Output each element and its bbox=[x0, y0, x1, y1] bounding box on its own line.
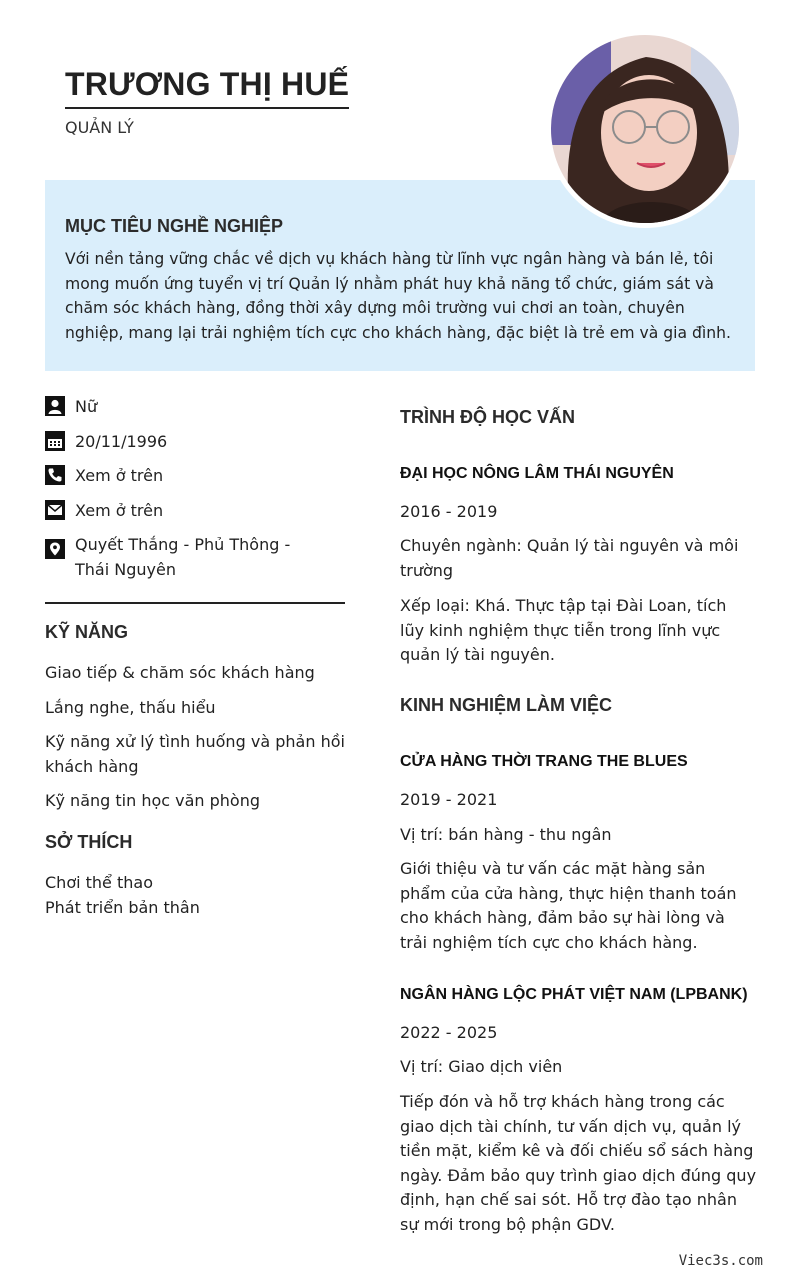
location-pin-icon bbox=[45, 539, 65, 559]
job-description: Giới thiệu và tư vấn các mặt hàng sản phẩm của cửa hàng, thực hiện thanh toán cho khách hàng, đảm bảo sự hài lòng và trải nghiệm tích cực cho khách hàng. bbox=[400, 859, 737, 952]
job-company: CỬA HÀNG THỜI TRANG THE BLUES bbox=[400, 753, 688, 770]
resume-header bbox=[65, 66, 349, 137]
job-period: 2019 - 2021 bbox=[400, 790, 498, 809]
mail-icon bbox=[45, 500, 65, 520]
email-text: Xem ở trên bbox=[75, 500, 164, 520]
watermark: Viec3s.com bbox=[678, 1253, 763, 1269]
skills-title: KỸ NĂNG bbox=[45, 622, 129, 642]
education-period: 2016 - 2019 bbox=[400, 502, 498, 521]
birthday-text: 20/11/1996 bbox=[75, 431, 168, 451]
objective-title: MỤC TIÊU NGHỀ NGHIỆP bbox=[65, 216, 284, 236]
gender-text: Nữ bbox=[75, 397, 98, 416]
skills-section bbox=[45, 622, 345, 824]
calendar-icon bbox=[45, 431, 65, 451]
candidate-name: TRƯƠNG THỊ HUẾ bbox=[65, 66, 349, 109]
education-major: Chuyên ngành: Quản lý tài nguyên và môi trường bbox=[400, 536, 739, 580]
candidate-role: QUẢN LÝ bbox=[65, 118, 134, 137]
personal-info bbox=[45, 395, 345, 592]
job-position: Vị trí: bán hàng - thu ngân bbox=[400, 825, 612, 844]
info-birthday bbox=[45, 430, 345, 455]
experience-title: KINH NGHIỆM LÀM VIỆC bbox=[400, 695, 613, 715]
user-icon bbox=[45, 396, 65, 416]
skill-item: Kỹ năng xử lý tình huống và phản hồi khách hàng bbox=[45, 732, 345, 776]
profile-photo bbox=[551, 35, 739, 223]
job-period: 2022 - 2025 bbox=[400, 1023, 498, 1042]
hobby-item: Phát triển bản thân bbox=[45, 897, 200, 917]
address-line-2: Thái Nguyên bbox=[75, 559, 176, 579]
education-title: TRÌNH ĐỘ HỌC VẤN bbox=[400, 407, 575, 427]
hobby-item: Chơi thể thao bbox=[45, 873, 153, 892]
info-phone bbox=[45, 464, 345, 489]
education-school: ĐẠI HỌC NÔNG LÂM THÁI NGUYÊN bbox=[400, 465, 674, 482]
address-text bbox=[75, 533, 290, 582]
education-detail: Xếp loại: Khá. Thực tập tại Đài Loan, tích lũy kinh nghiệm thực tiễn trong lĩnh vực quản lý tài nguyên. bbox=[400, 596, 727, 664]
skill-item: Kỹ năng tin học văn phòng bbox=[45, 791, 261, 810]
job-position: Vị trí: Giao dịch viên bbox=[400, 1057, 563, 1076]
job-description: Tiếp đón và hỗ trợ khách hàng trong các giao dịch tài chính, tư vấn dịch vụ, quản lý tiền mặt, kiểm kê và đối chiếu sổ sách hàng ngày. Đảm bảo quy trình giao dịch đúng quy định, hạn chế sai sót. Hỗ trợ đào tạo nhân sự mới trong bộ phận GDV. bbox=[400, 1092, 757, 1234]
address-line-1: Quyết Thắng - Phủ Thông - bbox=[75, 535, 291, 554]
phone-text: Xem ở trên bbox=[75, 466, 164, 485]
avatar bbox=[546, 30, 744, 228]
hobbies-section bbox=[45, 832, 345, 920]
objective-text: Với nền tảng vững chắc về dịch vụ khách hàng từ lĩnh vực ngân hàng và bán lẻ, tôi mong muốn ứng tuyển vị trí Quản lý nhằm phát huy khả năng tổ chức, giám sát và chăm sóc khách hàng, đồng thời xây dựng môi trường vui chơi an toàn, chuyên nghiệp, mang lại trải nghiệm tích cực cho khách hàng, đặc biệt là trẻ em và gia đình. bbox=[65, 250, 731, 343]
info-address bbox=[45, 533, 345, 582]
divider bbox=[45, 602, 345, 604]
hobbies-title: SỞ THÍCH bbox=[45, 832, 133, 852]
job-company: NGÂN HÀNG LỘC PHÁT VIỆT NAM (LPBANK) bbox=[400, 986, 748, 1003]
info-gender bbox=[45, 395, 345, 420]
phone-icon bbox=[45, 465, 65, 485]
skill-item: Giao tiếp & chăm sóc khách hàng bbox=[45, 663, 315, 682]
info-email bbox=[45, 499, 345, 524]
skill-item: Lắng nghe, thấu hiểu bbox=[45, 697, 216, 717]
